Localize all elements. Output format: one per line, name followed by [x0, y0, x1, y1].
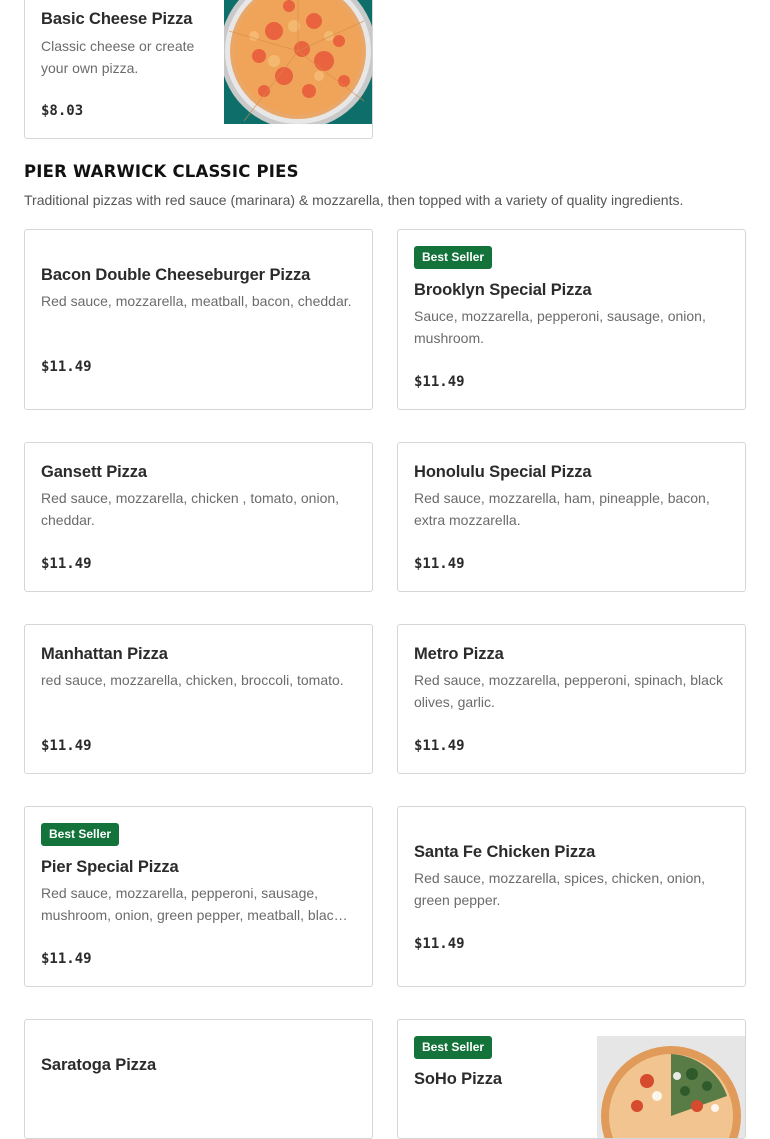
best-seller-badge: Best Seller — [41, 823, 119, 846]
menu-item-card[interactable] — [397, 442, 746, 592]
item-price: $11.49 — [41, 556, 92, 572]
item-price: $11.49 — [41, 738, 92, 754]
item-name: Honolulu Special Pizza — [414, 463, 592, 481]
item-price: $11.49 — [414, 374, 465, 390]
item-name: Brooklyn Special Pizza — [414, 281, 592, 299]
item-price: $11.49 — [41, 359, 92, 375]
menu-item-card[interactable] — [24, 1019, 373, 1139]
item-name: Metro Pizza — [414, 645, 504, 663]
menu-item-card[interactable] — [24, 229, 373, 410]
item-description: Red sauce, mozzarella, chicken , tomato, onion, cheddar. — [41, 490, 340, 528]
item-name: Gansett Pizza — [41, 463, 147, 481]
menu-item-card[interactable] — [24, 624, 373, 774]
menu-item-card[interactable] — [24, 442, 373, 592]
item-name: Manhattan Pizza — [41, 645, 168, 663]
item-description: Red sauce, mozzarella, ham, pineapple, bacon, extra mozzarella. — [414, 490, 710, 528]
menu-item-card-basic-cheese-pizza[interactable] — [24, 0, 373, 139]
section-title: PIER WARWICK CLASSIC PIES — [24, 162, 299, 181]
menu-item-card[interactable] — [397, 229, 746, 410]
item-name: Pier Special Pizza — [41, 858, 179, 876]
item-name: Santa Fe Chicken Pizza — [414, 843, 596, 861]
best-seller-badge: Best Seller — [414, 246, 492, 269]
item-description: Red sauce, mozzarella, meatball, bacon, cheddar. — [41, 293, 352, 309]
section-description: Traditional pizzas with red sauce (marinara) & mozzarella, then topped with a variety of quality ingredients. — [24, 192, 684, 208]
item-price: $11.49 — [41, 951, 92, 967]
menu-item-card[interactable] — [397, 806, 746, 987]
menu-item-card[interactable] — [397, 624, 746, 774]
item-name: Saratoga Pizza — [41, 1056, 157, 1074]
item-price: $11.49 — [414, 556, 465, 572]
menu-item-card[interactable] — [24, 806, 373, 987]
cheese-pizza-image — [224, 0, 373, 124]
item-description: Red sauce, mozzarella, pepperoni, spinach, black olives, garlic. — [414, 672, 723, 710]
soho-pizza-image — [597, 1036, 746, 1139]
item-price: $11.49 — [414, 936, 465, 952]
item-name: SoHo Pizza — [414, 1070, 502, 1088]
item-description: Sauce, mozzarella, pepperoni, sausage, onion, mushroom. — [414, 308, 706, 346]
item-description: Red sauce, mozzarella, spices, chicken, onion, green pepper. — [414, 870, 706, 908]
menu-item-card[interactable] — [397, 1019, 746, 1139]
item-description: red sauce, mozzarella, chicken, broccoli, tomato. — [41, 672, 344, 688]
item-description: Classic cheese or create your own pizza. — [41, 38, 195, 76]
best-seller-badge: Best Seller — [414, 1036, 492, 1059]
item-price: $8.03 — [41, 103, 84, 119]
item-description: Red sauce, mozzarella, pepperoni, sausage, mushroom, onion, green pepper, meatball, blac… — [41, 885, 348, 923]
item-price: $11.49 — [414, 738, 465, 754]
item-name: Bacon Double Cheeseburger Pizza — [41, 266, 311, 284]
item-name: Basic Cheese Pizza — [41, 10, 193, 28]
